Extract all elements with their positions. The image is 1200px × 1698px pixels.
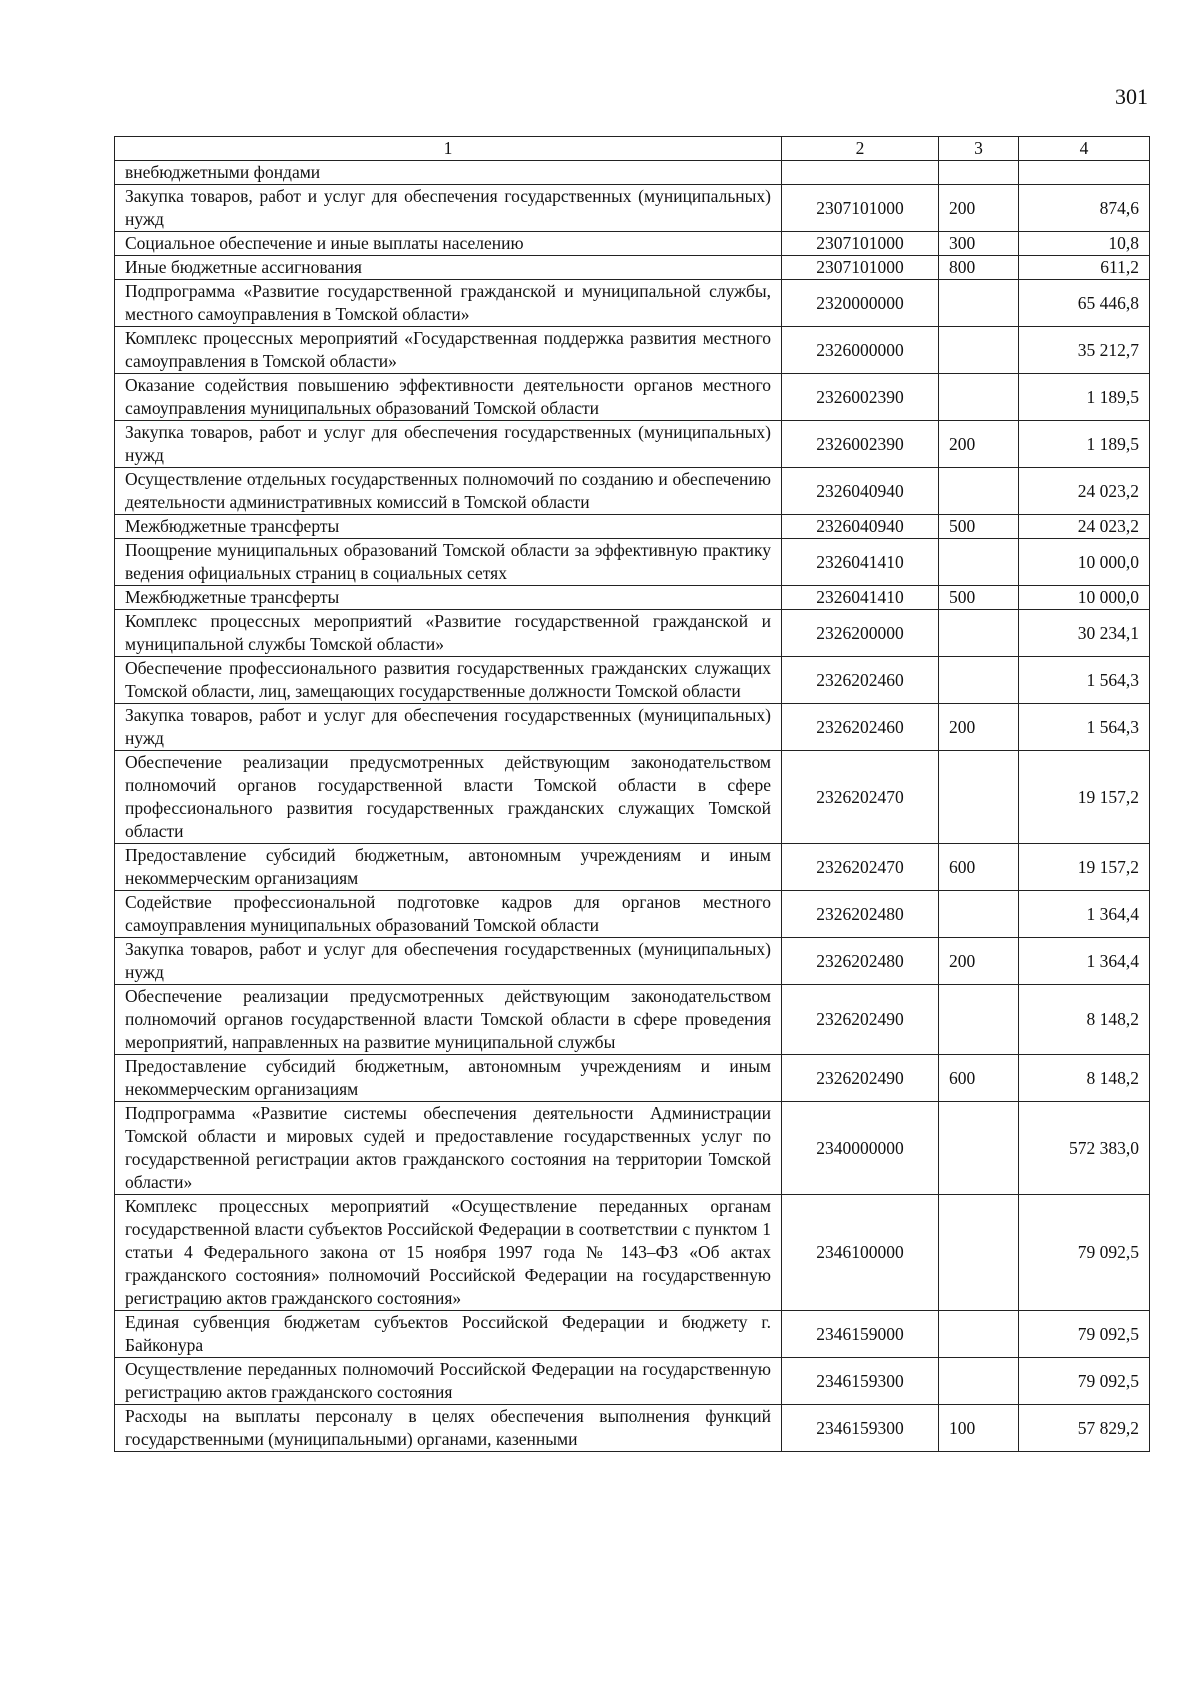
cell-code: 2307101000 — [782, 256, 939, 280]
cell-code: 2326002390 — [782, 374, 939, 421]
cell-type — [939, 751, 1019, 844]
cell-type — [939, 891, 1019, 938]
cell-amount: 8 148,2 — [1019, 1055, 1150, 1102]
cell-name: Иные бюджетные ассигнования — [115, 256, 782, 280]
cell-code: 2326202480 — [782, 938, 939, 985]
table-row — [115, 185, 1150, 232]
cell-amount: 65 446,8 — [1019, 280, 1150, 327]
table-row — [115, 1405, 1150, 1452]
table-row — [115, 1102, 1150, 1195]
cell-amount: 1 364,4 — [1019, 938, 1150, 985]
cell-name: Осуществление переданных полномочий Российской Федерации на государственную регистрацию актов гражданского состояния — [115, 1358, 782, 1405]
table-row — [115, 1055, 1150, 1102]
cell-amount: 1 564,3 — [1019, 704, 1150, 751]
cell-type: 300 — [939, 232, 1019, 256]
cell-code: 2326202470 — [782, 751, 939, 844]
table-row — [115, 1311, 1150, 1358]
cell-amount: 611,2 — [1019, 256, 1150, 280]
cell-type — [939, 468, 1019, 515]
cell-amount: 79 092,5 — [1019, 1311, 1150, 1358]
cell-amount: 10,8 — [1019, 232, 1150, 256]
cell-type — [939, 610, 1019, 657]
cell-amount: 572 383,0 — [1019, 1102, 1150, 1195]
cell-name: Межбюджетные трансферты — [115, 515, 782, 539]
cell-code: 2307101000 — [782, 232, 939, 256]
cell-type: 500 — [939, 586, 1019, 610]
cell-type: 100 — [939, 1405, 1019, 1452]
cell-name: Содействие профессиональной подготовке кадров для органов местного самоуправления муниципальных образований Томской области — [115, 891, 782, 938]
cell-name: Комплекс процессных мероприятий «Развитие государственной гражданской и муниципальной службы Томской области» — [115, 610, 782, 657]
cell-amount: 30 234,1 — [1019, 610, 1150, 657]
table-row — [115, 232, 1150, 256]
cell-type: 200 — [939, 421, 1019, 468]
cell-amount: 874,6 — [1019, 185, 1150, 232]
cell-code: 2326000000 — [782, 327, 939, 374]
cell-type — [939, 539, 1019, 586]
table-row — [115, 891, 1150, 938]
cell-amount: 24 023,2 — [1019, 515, 1150, 539]
cell-type: 200 — [939, 185, 1019, 232]
cell-amount: 10 000,0 — [1019, 539, 1150, 586]
cell-code: 2326202460 — [782, 657, 939, 704]
cell-amount: 1 189,5 — [1019, 421, 1150, 468]
table-row — [115, 985, 1150, 1055]
cell-type — [939, 1358, 1019, 1405]
column-header-type: 3 — [939, 137, 1019, 161]
cell-name: Закупка товаров, работ и услуг для обеспечения государственных (муниципальных) нужд — [115, 185, 782, 232]
cell-type: 500 — [939, 515, 1019, 539]
column-header-amount: 4 — [1019, 137, 1150, 161]
cell-amount: 57 829,2 — [1019, 1405, 1150, 1452]
cell-amount: 35 212,7 — [1019, 327, 1150, 374]
cell-code: 2307101000 — [782, 185, 939, 232]
table-row — [115, 374, 1150, 421]
cell-amount: 1 364,4 — [1019, 891, 1150, 938]
cell-code: 2326040940 — [782, 468, 939, 515]
cell-code: 2326002390 — [782, 421, 939, 468]
cell-code: 2326202490 — [782, 985, 939, 1055]
cell-amount — [1019, 161, 1150, 185]
cell-type: 600 — [939, 844, 1019, 891]
table-row — [115, 515, 1150, 539]
cell-code: 2346159300 — [782, 1358, 939, 1405]
cell-amount: 79 092,5 — [1019, 1358, 1150, 1405]
cell-name: Подпрограмма «Развитие государственной гражданской и муниципальной службы, местного самоуправления в Томской области» — [115, 280, 782, 327]
table-header-row — [115, 137, 1150, 161]
cell-code: 2326200000 — [782, 610, 939, 657]
cell-name: Обеспечение реализации предусмотренных действующим законодательством полномочий органов государственной власти Томской области в сфере проведения мероприятий, направленных на развитие муниципальной службы — [115, 985, 782, 1055]
cell-type: 800 — [939, 256, 1019, 280]
cell-name: Осуществление отдельных государственных полномочий по созданию и обеспечению деятельности административных комиссий в Томской области — [115, 468, 782, 515]
column-header-code: 2 — [782, 137, 939, 161]
cell-name: Закупка товаров, работ и услуг для обеспечения государственных (муниципальных) нужд — [115, 421, 782, 468]
table-row — [115, 751, 1150, 844]
cell-name: Обеспечение профессионального развития государственных гражданских служащих Томской области, лиц, замещающих государственные должности Томской области — [115, 657, 782, 704]
cell-type — [939, 1311, 1019, 1358]
cell-name: Социальное обеспечение и иные выплаты населению — [115, 232, 782, 256]
cell-code: 2346159000 — [782, 1311, 939, 1358]
cell-name: Комплекс процессных мероприятий «Осуществление переданных органам государственной власти субъектов Российской Федерации в соответствии с пунктом 1 статьи 4 Федерального закона от 15 ноября 1997 года № 143–ФЗ «Об актах гражданского состояния» полномочий Российской Федерации на государственную регистрацию актов гражданского состояния» — [115, 1195, 782, 1311]
cell-type: 600 — [939, 1055, 1019, 1102]
cell-name: Поощрение муниципальных образований Томской области за эффективную практику ведения официальных страниц в социальных сетях — [115, 539, 782, 586]
table-row — [115, 844, 1150, 891]
table-row — [115, 421, 1150, 468]
cell-code: 2326202470 — [782, 844, 939, 891]
cell-amount: 19 157,2 — [1019, 751, 1150, 844]
cell-name: Расходы на выплаты персоналу в целях обеспечения выполнения функций государственными (муниципальными) органами, казенными — [115, 1405, 782, 1452]
cell-type — [939, 327, 1019, 374]
cell-type — [939, 1102, 1019, 1195]
cell-code: 2340000000 — [782, 1102, 939, 1195]
cell-code: 2346159300 — [782, 1405, 939, 1452]
cell-amount: 1 189,5 — [1019, 374, 1150, 421]
table-row — [115, 1195, 1150, 1311]
cell-amount: 24 023,2 — [1019, 468, 1150, 515]
cell-type — [939, 374, 1019, 421]
cell-name: Комплекс процессных мероприятий «Государственная поддержка развития местного самоуправления в Томской области» — [115, 327, 782, 374]
cell-code — [782, 161, 939, 185]
table-row — [115, 657, 1150, 704]
cell-amount: 79 092,5 — [1019, 1195, 1150, 1311]
cell-name: Межбюджетные трансферты — [115, 586, 782, 610]
table-row — [115, 704, 1150, 751]
cell-code: 2346100000 — [782, 1195, 939, 1311]
cell-code: 2326202480 — [782, 891, 939, 938]
table-row — [115, 539, 1150, 586]
table-row — [115, 161, 1150, 185]
cell-type: 200 — [939, 704, 1019, 751]
cell-type — [939, 280, 1019, 327]
table-row — [115, 256, 1150, 280]
cell-amount: 8 148,2 — [1019, 985, 1150, 1055]
budget-table — [114, 136, 1150, 1452]
cell-code: 2326040940 — [782, 515, 939, 539]
cell-name: Предоставление субсидий бюджетным, автономным учреждениям и иным некоммерческим организациям — [115, 844, 782, 891]
cell-code: 2326202490 — [782, 1055, 939, 1102]
cell-name: Закупка товаров, работ и услуг для обеспечения государственных (муниципальных) нужд — [115, 704, 782, 751]
cell-name: Единая субвенция бюджетам субъектов Российской Федерации и бюджету г. Байконура — [115, 1311, 782, 1358]
table-body — [115, 161, 1150, 1452]
cell-type — [939, 657, 1019, 704]
cell-code: 2320000000 — [782, 280, 939, 327]
cell-code: 2326041410 — [782, 586, 939, 610]
cell-type: 200 — [939, 938, 1019, 985]
cell-type — [939, 985, 1019, 1055]
column-header-name: 1 — [115, 137, 782, 161]
cell-amount: 19 157,2 — [1019, 844, 1150, 891]
cell-amount: 10 000,0 — [1019, 586, 1150, 610]
page-number: 301 — [1115, 84, 1148, 109]
cell-code: 2326041410 — [782, 539, 939, 586]
cell-code: 2326202460 — [782, 704, 939, 751]
table-row — [115, 586, 1150, 610]
table-row — [115, 938, 1150, 985]
table-row — [115, 1358, 1150, 1405]
cell-name: внебюджетными фондами — [115, 161, 782, 185]
cell-amount: 1 564,3 — [1019, 657, 1150, 704]
cell-name: Оказание содействия повышению эффективности деятельности органов местного самоуправления муниципальных образований Томской области — [115, 374, 782, 421]
cell-name: Обеспечение реализации предусмотренных действующим законодательством полномочий органов государственной власти Томской области в сфере профессионального развития государственных гражданских служащих Томской области — [115, 751, 782, 844]
table-row — [115, 468, 1150, 515]
cell-name: Закупка товаров, работ и услуг для обеспечения государственных (муниципальных) нужд — [115, 938, 782, 985]
cell-name: Предоставление субсидий бюджетным, автономным учреждениям и иным некоммерческим организациям — [115, 1055, 782, 1102]
table-row — [115, 280, 1150, 327]
cell-type — [939, 161, 1019, 185]
table-row — [115, 610, 1150, 657]
cell-name: Подпрограмма «Развитие системы обеспечения деятельности Администрации Томской области и мировых судей и предоставление государственных услуг по государственной регистрации актов гражданского состояния на территории Томской области» — [115, 1102, 782, 1195]
table-row — [115, 327, 1150, 374]
cell-type — [939, 1195, 1019, 1311]
